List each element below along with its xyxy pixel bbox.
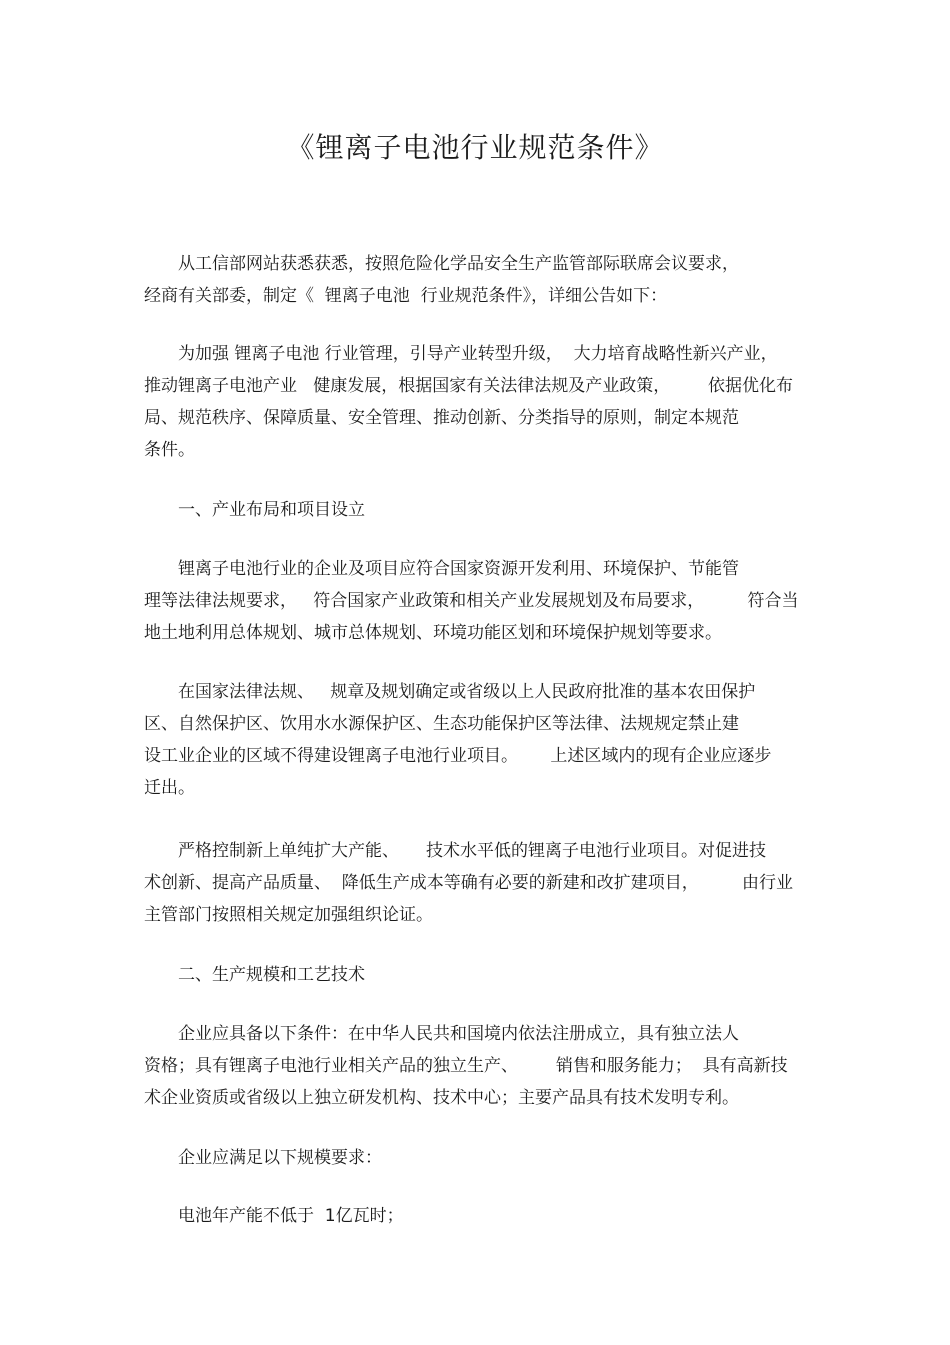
paragraph-line: 推动锂离子电池产业 健康发展，根据国家有关法律法规及产业政策， 依据优化布: [144, 376, 794, 396]
section-heading-2: [144, 959, 824, 991]
paragraph-prohibited-areas: [144, 676, 824, 804]
paragraph-line: 电池年产能不低于 1亿瓦时；: [178, 1206, 404, 1226]
paragraph-line: 局、规范秩序、保障质量、安全管理、推动创新、分类指导的原则，制定本规范: [144, 408, 739, 428]
paragraph-line: 从工信部网站获悉获悉，按照危险化学品安全生产监管部际联席会议要求，: [178, 254, 739, 274]
paragraph-line: 企业应具备以下条件：在中华人民共和国境内依法注册成立，具有独立法人: [178, 1024, 739, 1044]
paragraph-line: 资格；具有锂离子电池行业相关产品的独立生产、 销售和服务能力； 具有高新技: [144, 1056, 788, 1076]
paragraph-line: 地土地利用总体规划、城市总体规划、环境功能区划和环境保护规划等要求。: [144, 623, 722, 643]
paragraph-line: 迁出。: [144, 778, 195, 798]
paragraph-project-requirements: [144, 553, 824, 649]
paragraph-intro: [144, 248, 824, 312]
paragraph-line: 条件。: [144, 440, 195, 460]
paragraph-line: 术创新、提高产品质量、 降低生产成本等确有必要的新建和改扩建项目， 由行业: [144, 873, 794, 893]
paragraph-line: 理等法律法规要求， 符合国家产业政策和相关产业发展规划及布局要求， 符合当: [144, 591, 799, 611]
paragraph-capacity-control: [144, 835, 824, 931]
paragraph-purpose: [144, 338, 824, 466]
paragraph-line: 术企业资质或省级以上独立研发机构、技术中心；主要产品具有技术发明专利。: [144, 1088, 739, 1108]
document-title: 《锂离子电池行业规范条件》: [286, 131, 664, 164]
paragraph-line: 经商有关部委，制定《 锂离子电池 行业规范条件》，详细公告如下：: [144, 286, 668, 306]
section-heading: 二、生产规模和工艺技术: [178, 965, 365, 985]
paragraph-battery-capacity: [144, 1200, 824, 1232]
paragraph-line: 设工业企业的区域不得建设锂离子电池行业项目。 上述区域内的现有企业应逐步: [144, 746, 772, 766]
paragraph-line: 严格控制新上单纯扩大产能、 技术水平低的锂离子电池行业项目。对促进技: [178, 841, 767, 861]
paragraph-line: 锂离子电池行业的企业及项目应符合国家资源开发利用、环境保护、节能管: [178, 559, 739, 579]
paragraph-line: 主管部门按照相关规定加强组织论证。: [144, 905, 433, 925]
section-heading-1: [144, 494, 824, 526]
paragraph-scale-requirements: [144, 1142, 824, 1174]
section-heading: 一、产业布局和项目设立: [178, 500, 365, 520]
paragraph-line: 区、自然保护区、饮用水水源保护区、生态功能保护区等法律、法规规定禁止建: [144, 714, 739, 734]
paragraph-line: 在国家法律法规、 规章及规划确定或省级以上人民政府批准的基本农田保护: [178, 682, 756, 702]
paragraph-line: 企业应满足以下规模要求：: [178, 1148, 382, 1168]
paragraph-enterprise-conditions: [144, 1018, 824, 1114]
paragraph-line: 为加强 锂离子电池 行业管理，引导产业转型升级， 大力培育战略性新兴产业，: [178, 344, 778, 364]
